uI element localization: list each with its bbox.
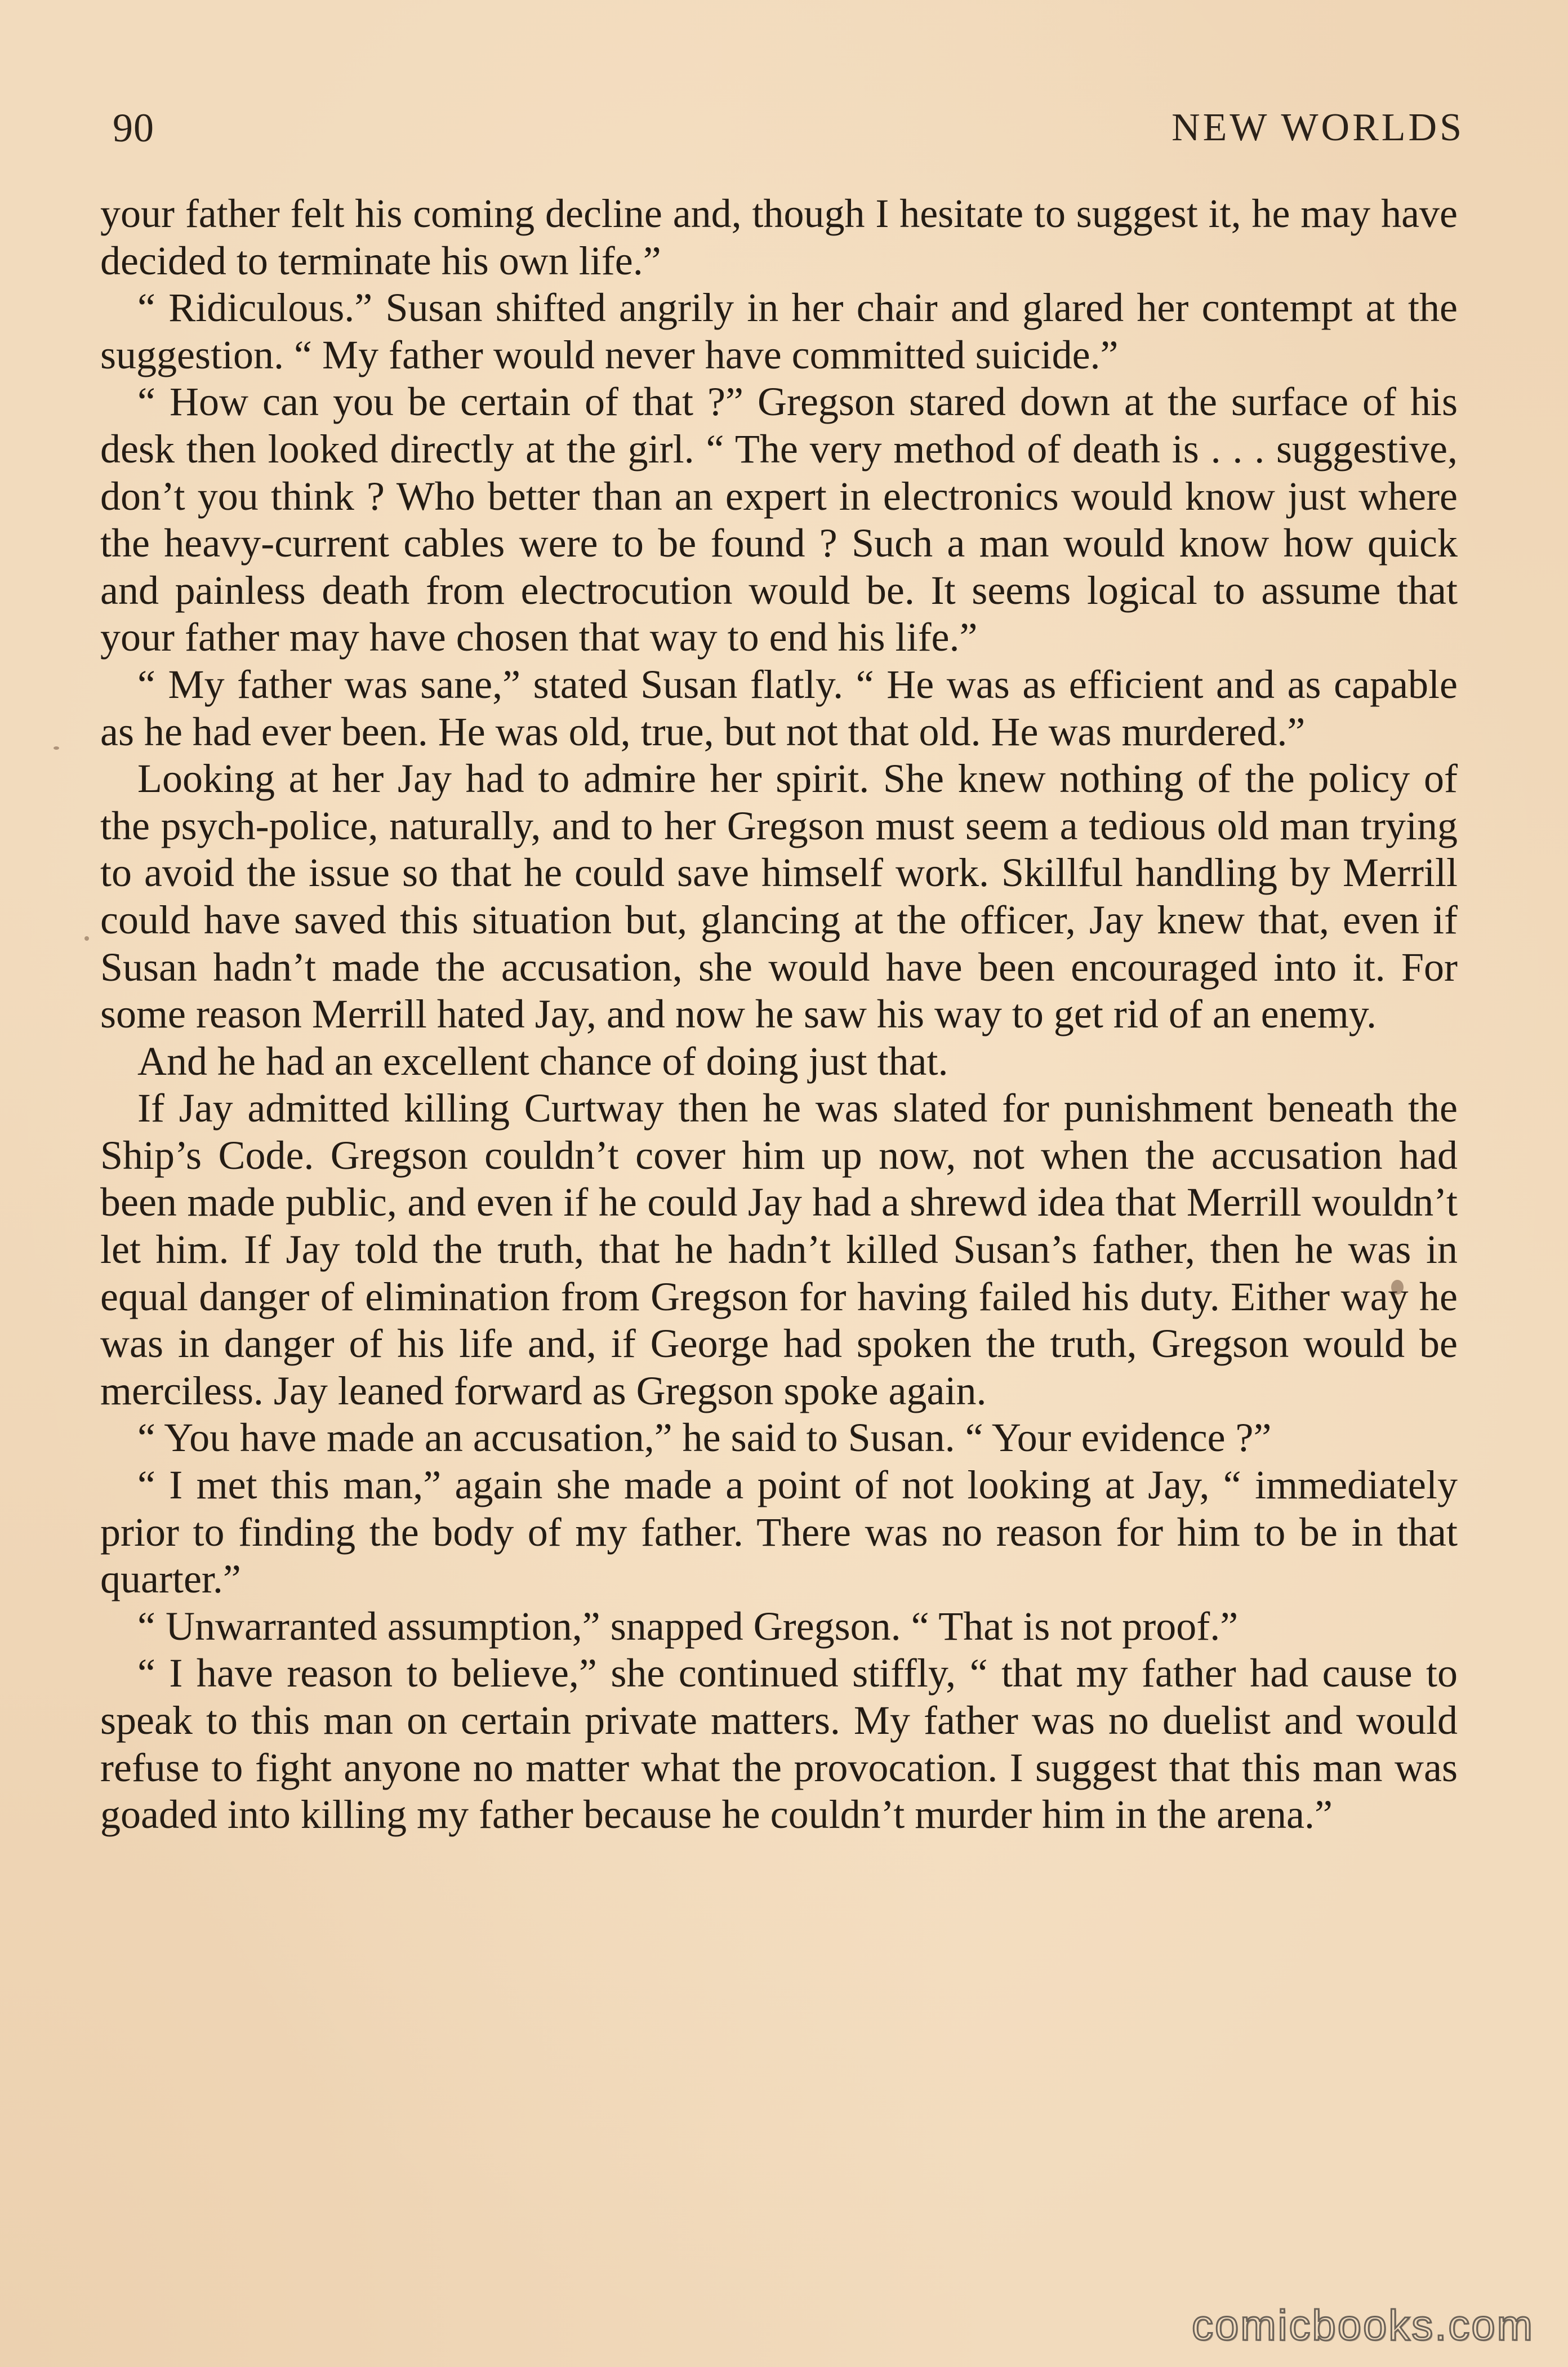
paper-speck: [54, 746, 59, 750]
watermark: comicbooks.com: [1192, 2302, 1534, 2350]
paragraph: If Jay admitted killing Curtway then he was slated for punishment beneath the Ship’s Code. Gregson couldn’t cover him up now, not when the accusation had been made public, and even if he could Jay had a shrewd idea that Merrill wouldn’t let him. If Jay told the truth, that he hadn’t killed Susan’s father, then he was in equal danger of elimination from Gregson for having failed his duty. Either way he was in danger of his life and, if George had spoken the truth, Gregson would be merciless. Jay leaned forward as Gregson spoke again.: [100, 1085, 1458, 1413]
paragraph: “ How can you be certain of that ?” Gregson stared down at the surface of his desk then looked directly at the girl. “ The very method of death is . . . suggestive, don’t you think ? Who better than an expert in electronics would know just where the heavy-current cables were to be found ? Such a man would know how quick and painless death from electrocution would be. It seems logical to assume that your father may have chosen that way to end his life.”: [100, 379, 1458, 660]
paragraph: “ Ridiculous.” Susan shifted angrily in her chair and glared her contempt at the suggestion. “ My father would never have committed suicide.”: [100, 285, 1458, 377]
paragraph: your father felt his coming decline and, though I hesitate to suggest it, he may have decided to terminate his own life.”: [100, 191, 1458, 283]
page-header: [113, 97, 1464, 159]
paper-speck: [84, 936, 89, 941]
paragraph: And he had an excellent chance of doing just that.: [137, 1038, 948, 1084]
body-text: [100, 190, 1458, 1839]
paragraph: “ You have made an accusation,” he said to Susan. “ Your evidence ?”: [137, 1415, 1272, 1461]
paragraph: “ I met this man,” again she made a point of not looking at Jay, “ immediately prior to finding the body of my father. There was no reason for him to be in that quarter.”: [100, 1462, 1458, 1602]
paragraph: “ I have reason to believe,” she continued stiffly, “ that my father had cause to speak to this man on certain private matters. My father was no duelist and would refuse to fight anyone no matter what the provocation. I suggest that this man was goaded into killing my father because he couldn’t murder him in the arena.”: [100, 1650, 1458, 1837]
paper-speck: [1391, 1280, 1404, 1294]
page-number: 90: [113, 105, 154, 150]
paragraph: “ Unwarranted assumption,” snapped Gregson. “ That is not proof.”: [137, 1603, 1239, 1649]
paragraph: “ My father was sane,” stated Susan flatly. “ He was as efficient and as capable as he had ever been. He was old, true, but not that old. He was murdered.”: [100, 661, 1458, 754]
running-head: NEW WORLDS: [1171, 106, 1464, 149]
paragraph: Looking at her Jay had to admire her spirit. She knew nothing of the policy of the psych-police, naturally, and to her Gregson must seem a tedious old man trying to avoid the issue so that he could save himself work. Skillful handling by Merrill could have saved this situation but, glancing at the officer, Jay knew that, even if Susan hadn’t made the accusation, she would have been encouraged into it. For some reason Merrill hated Jay, and now he saw his way to get rid of an enemy.: [100, 756, 1458, 1037]
